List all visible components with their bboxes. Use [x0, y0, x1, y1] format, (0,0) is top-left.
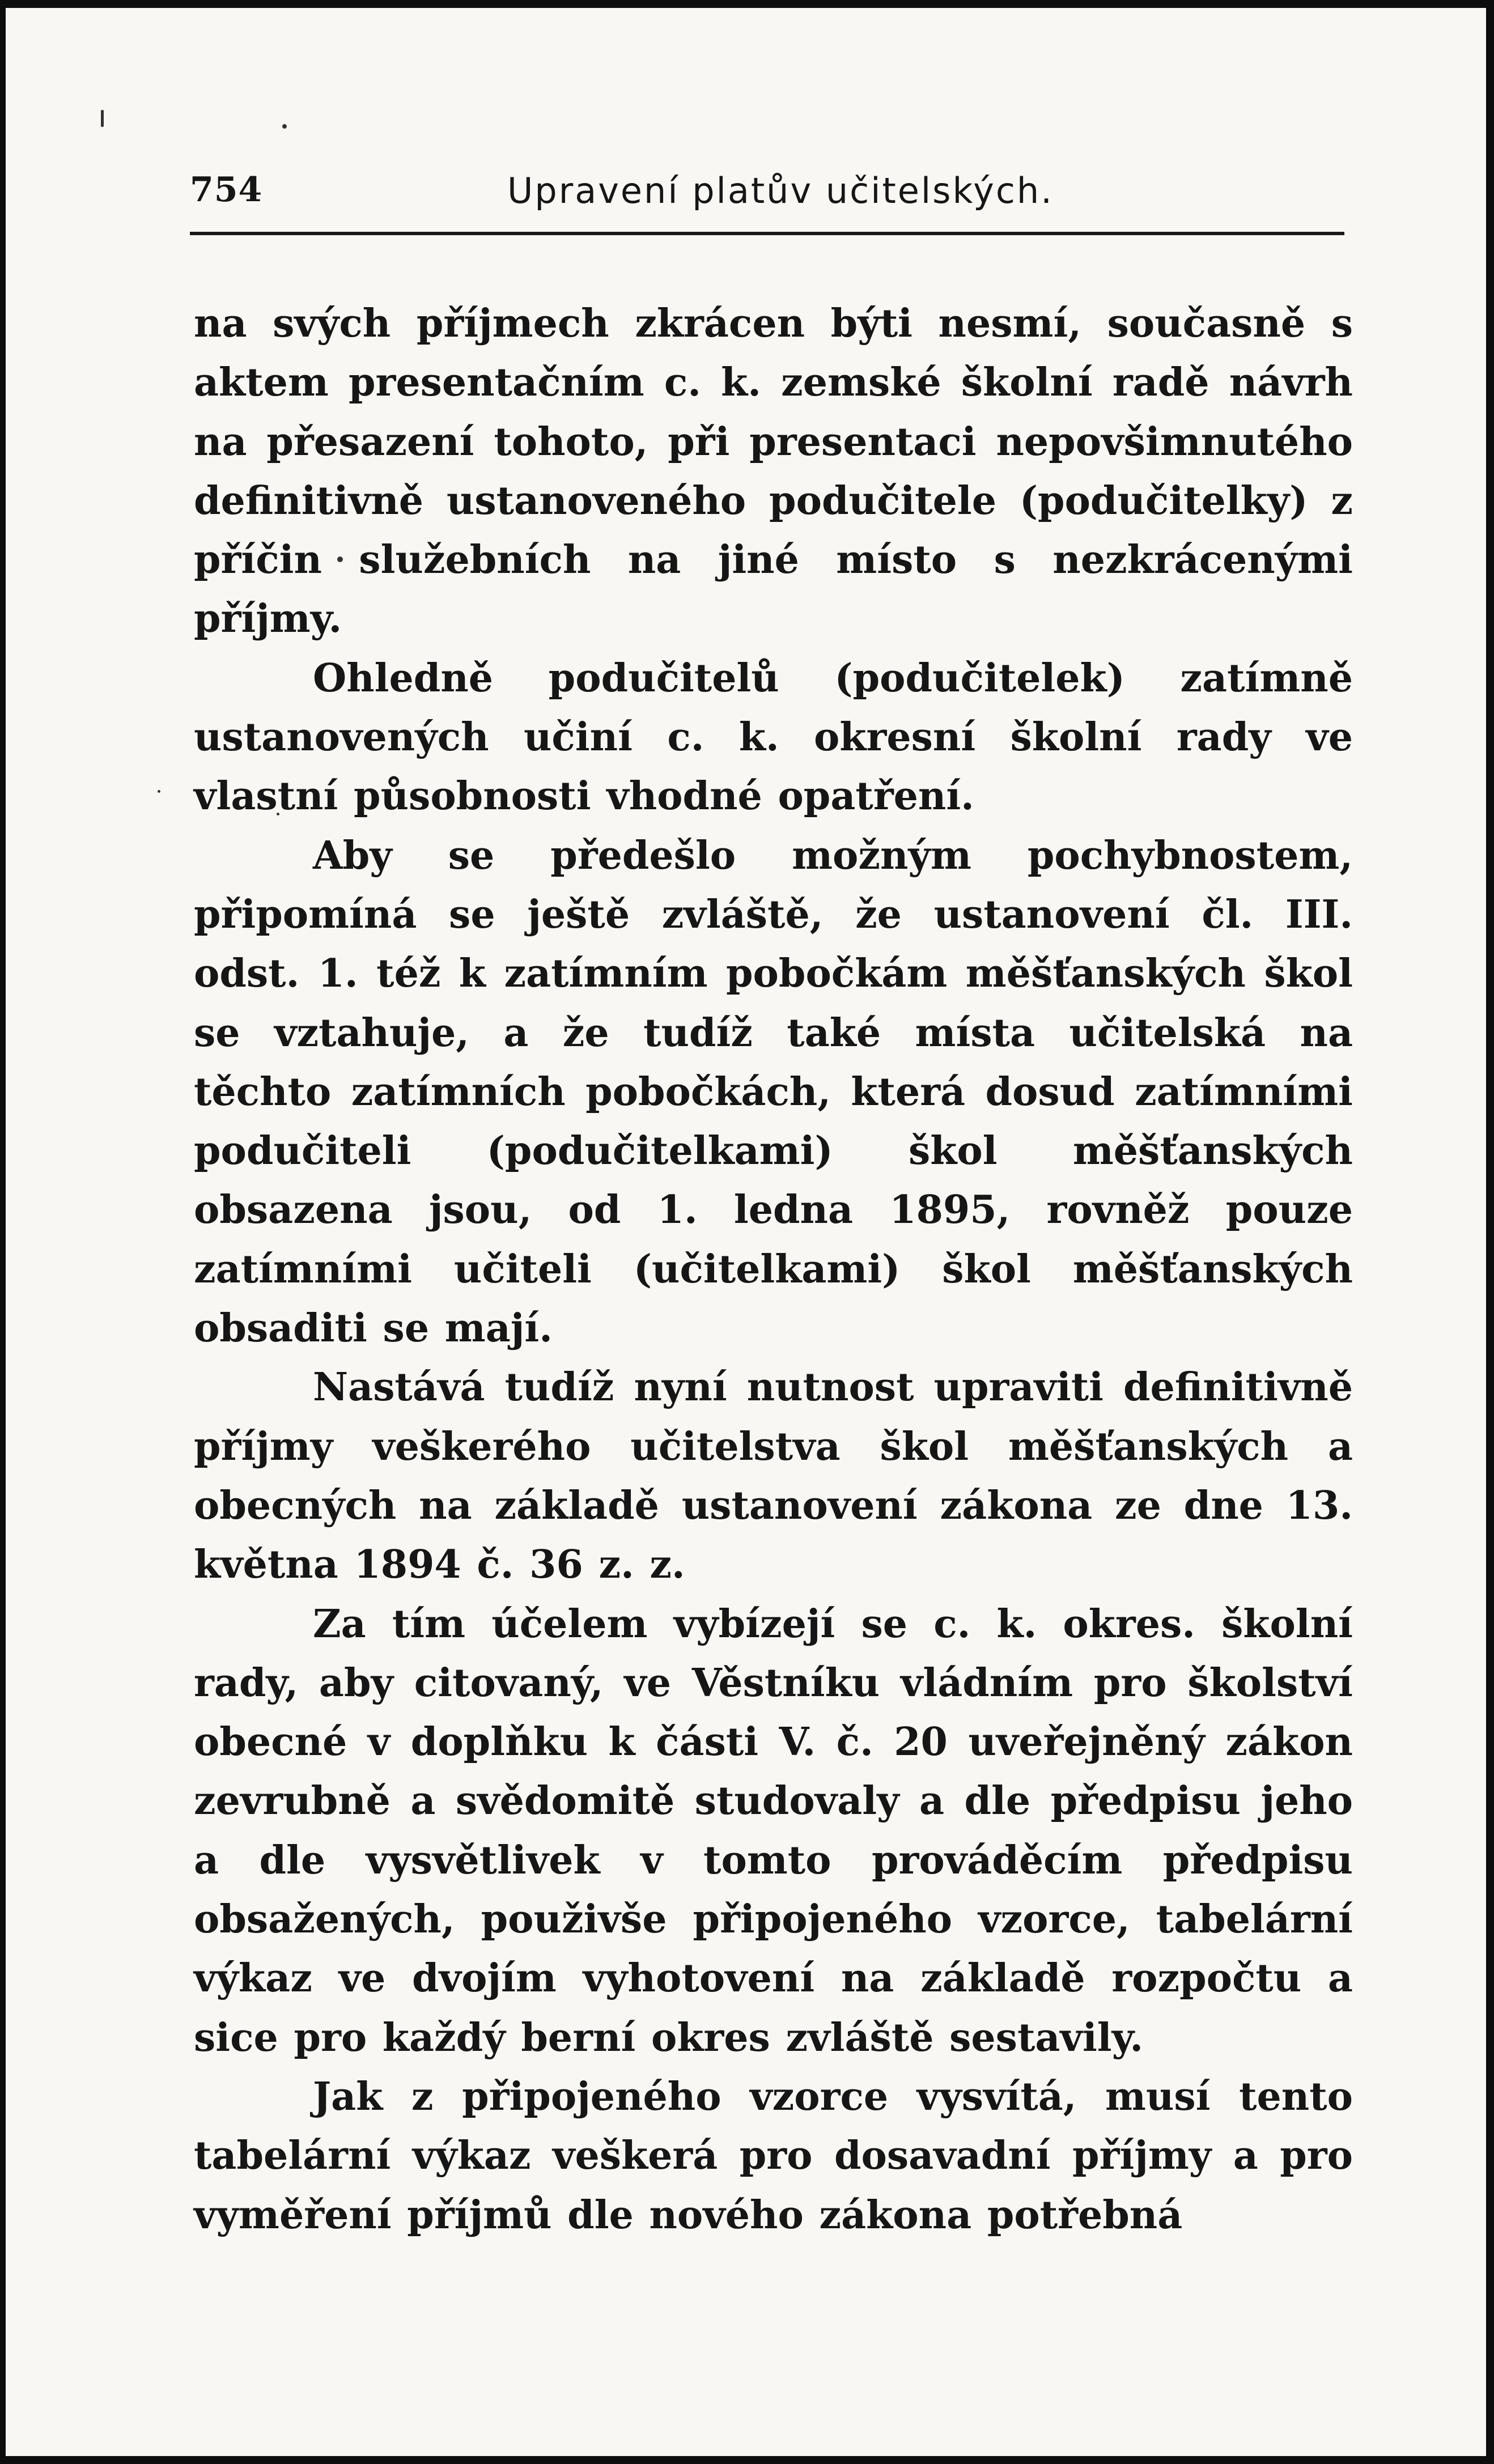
running-title: Upravení platův učitelských.	[507, 170, 1054, 211]
header-rule	[190, 232, 1344, 235]
page-header	[190, 162, 1344, 219]
paragraph: Jak z připojeného vzorce vysvítá, musí tento tabelární výkaz veškerá pro dosavadní příjmy a pro vyměření příjmů dle nového zákona potřebná	[194, 2074, 1353, 2238]
body-text	[194, 294, 1353, 2245]
paragraph: Za tím účelem vybízejí se c. k. okres. školní rady, aby citovaný, ve Věstníku vládním pro školství obecné v doplňku k části V. č. 20 uveřejněný zákon zevrubně a svědomitě studovaly a dle předpisu jeho a dle vysvětlivek v tomto prováděcím předpisu obsažených, použivše připojeného vzorce, tabelární výkaz ve dvojím vyhotovení na základě rozpočtu a sice pro každý berní okres zvláště sestavily.	[194, 1601, 1353, 2061]
paragraph: Aby se předešlo možným pochybnostem, připomíná se ještě zvláště, že ustanovení čl. III. odst. 1. též k zatímním pobočkám měšťanských škol se vztahuje, a že tudíž také místa učitelská na těchto zatímních pobočkách, která dosud zatímními podučiteli (podučitelkami) škol měšťanských obsazena jsou, od 1. ledna 1895, rovněž pouze zatímními učiteli (učitelkami) škol měšťanských obsaditi se mají.	[194, 832, 1353, 1352]
paragraph: Nastává tudíž nyní nutnost upraviti definitivně příjmy veškerého učitelstva škol měšťanských a obecných na základě ustanovení zákona ze dne 13. května 1894 č. 36 z. z.	[194, 1365, 1353, 1588]
page-number: 754	[190, 170, 263, 210]
paragraph: na svých příjmech zkrácen býti nesmí, současně s aktem presentačním c. k. zemské školní radě návrh na přesazení tohoto, při presentaci nepovšimnutého definitivně ustanoveného podučitele (podučitelky) z příčin služebních na jiné místo s nezkrácenými příjmy.	[194, 301, 1353, 642]
paragraph: Ohledně podučitelů (podučitelek) zatímně ustanovených učiní c. k. okresní školní rady ve vlastní působnosti vhodné opatření.	[194, 655, 1353, 819]
